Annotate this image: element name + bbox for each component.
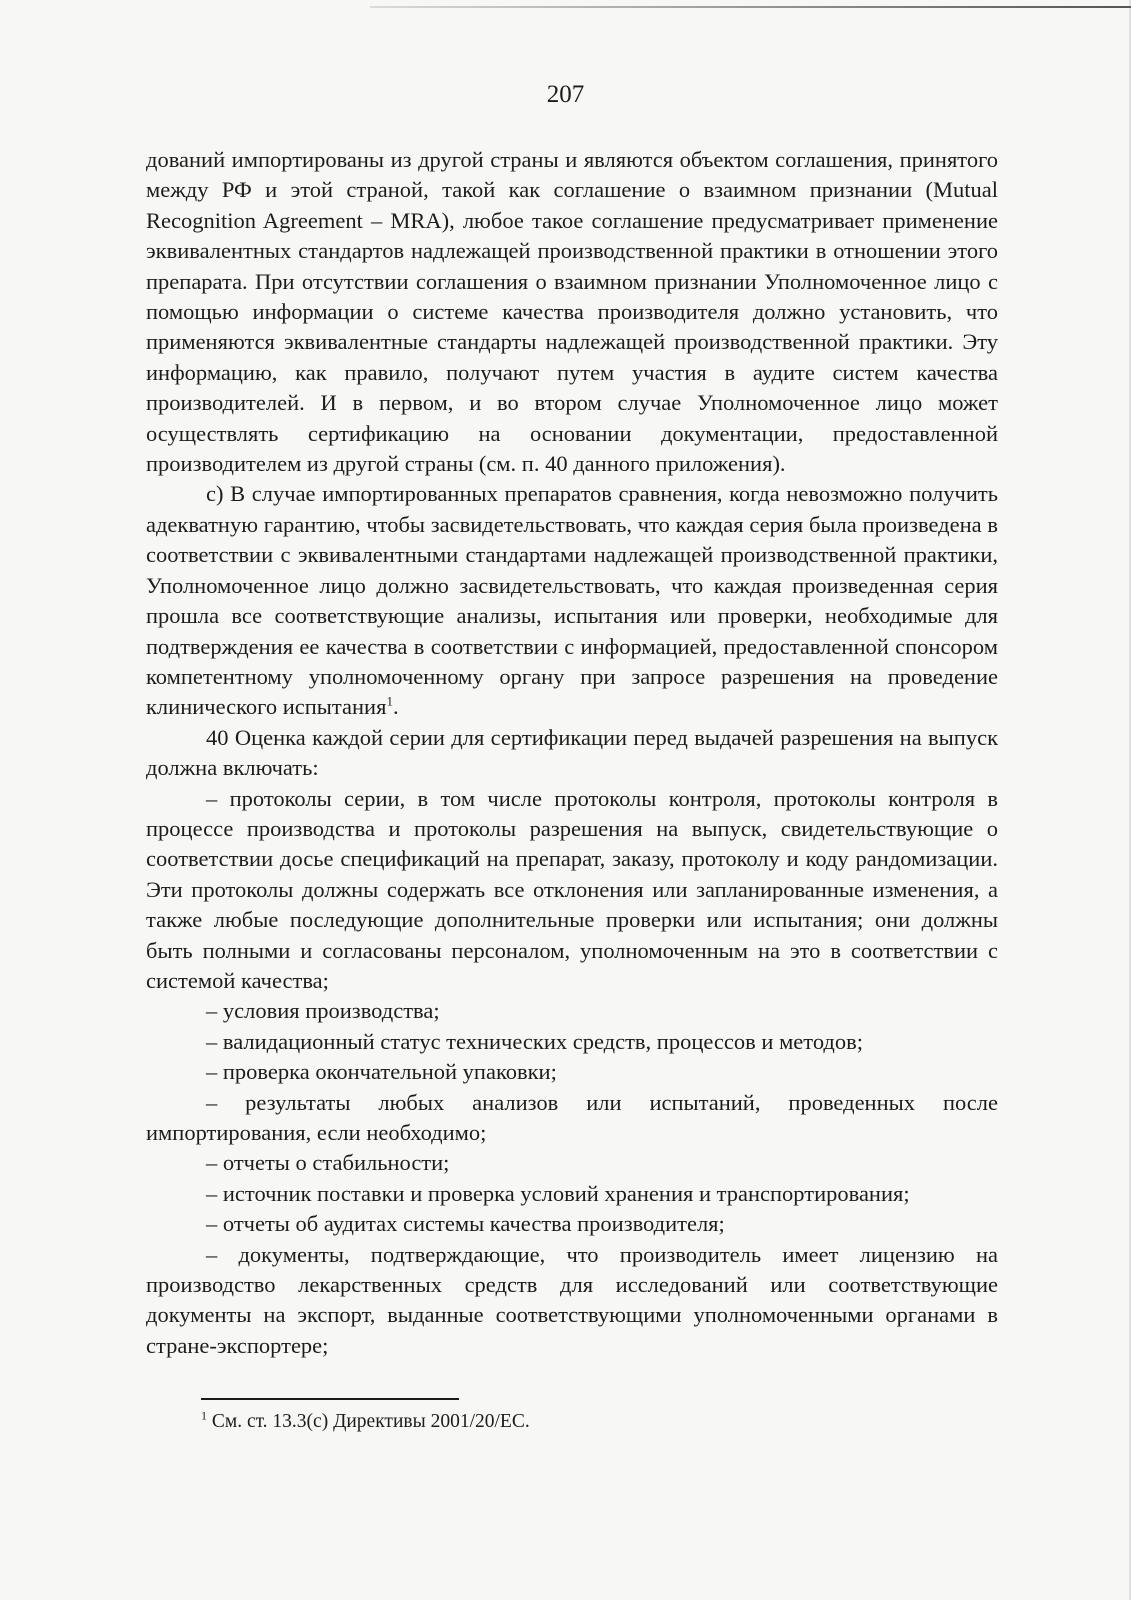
list-item: – валидационный статус технических средств, процессов и методов; (206, 1028, 864, 1054)
list-item: – условия производства; (206, 998, 440, 1024)
document-body (146, 145, 998, 1361)
paragraph-continuation: дований импортированы из другой страны и являются объектом соглашения, принятого между РФ и этой страной, такой как соглашение о взаимном признании (Mutual Recognition Agreement – MRA), любое такое соглашение предусматривает применение эквивалентных стандартов надлежащей производственной практики в отношении этого препарата. При отсутствии соглашения о взаимном признании Уполномоченное лицо с помощью информации о системе качества производителя должно установить, что применяются эквивалентные стандарты надлежащей производственной практики. Эту информацию, как правило, получают путем участия в аудите систем качества производителей. И в первом, и во втором случае Уполномоченное лицо может осуществлять сертификацию на основании документации, предоставленной производителем из другой страны (см. п. 40 данного приложения). (146, 147, 998, 477)
list-item: – протоколы серии, в том числе протоколы контроля, протоколы контроля в процессе производства и протоколы разрешения на выпуск, свидетельствующие о соответствии досье спецификаций на препарат, заказу, протоколу и коду рандомизации. Эти протоколы должны содержать все отклонения или запланированные изменения, а также любые последующие дополнительные проверки или испытания; они должны быть полными и согласованы персоналом, уполномоченным на это в соответствии с системой качества; (146, 785, 998, 993)
footnote-reference[interactable]: 1 (386, 693, 393, 709)
list-item: – документы, подтверждающие, что производитель имеет лицензию на производство лекарственных средств для исследований или соответствующие документы на экспорт, выданные соответствующими уполномоченными органами в стране-экспортере; (146, 1241, 998, 1358)
scan-artifact-line (370, 6, 1131, 8)
paragraph-item-c-end: . (392, 694, 399, 720)
footnote-text: См. ст. 13.3(c) Директивы 2001/20/ЕС. (211, 1411, 530, 1432)
paragraph-item-c-text: с) В случае импортированных препаратов сравнения, когда невозможно получить адекватную гарантию, чтобы засвидетельствовать, что каждая серия была произведена в соответствии с эквивалентными стандартами надлежащей производственной практики, Уполномоченное лицо должно засвидетельствовать, что каждая произведенная серия прошла все соответствующие анализы, испытания или проверки, необходимые для подтверждения ее качества в соответствии с информацией, предоставленной спонсором компетентному уполномоченному органу при запросе разрешения на проведение клинического испытания (146, 481, 998, 720)
paragraph-section-40: 40 Оценка каждой серии для сертификации перед выдачей разрешения на выпуск должна включать: (146, 724, 998, 781)
list-item: – результаты любых анализов или испытаний, проведенных после импортирования, если необходимо; (146, 1089, 998, 1145)
list-item: – отчеты об аудитах системы качества производителя; (206, 1211, 725, 1237)
page-number: 207 (546, 81, 585, 108)
footnote (201, 1409, 981, 1435)
footnote-marker: 1 (201, 1408, 207, 1423)
footnote-separator (201, 1398, 459, 1400)
paragraph-item-c (146, 479, 998, 722)
list-item: – проверка окончательной упаковки; (206, 1059, 557, 1085)
list-item: – отчеты о стабильности; (206, 1150, 450, 1176)
list-item: – источник поставки и проверка условий хранения и транспортирования; (206, 1180, 910, 1206)
